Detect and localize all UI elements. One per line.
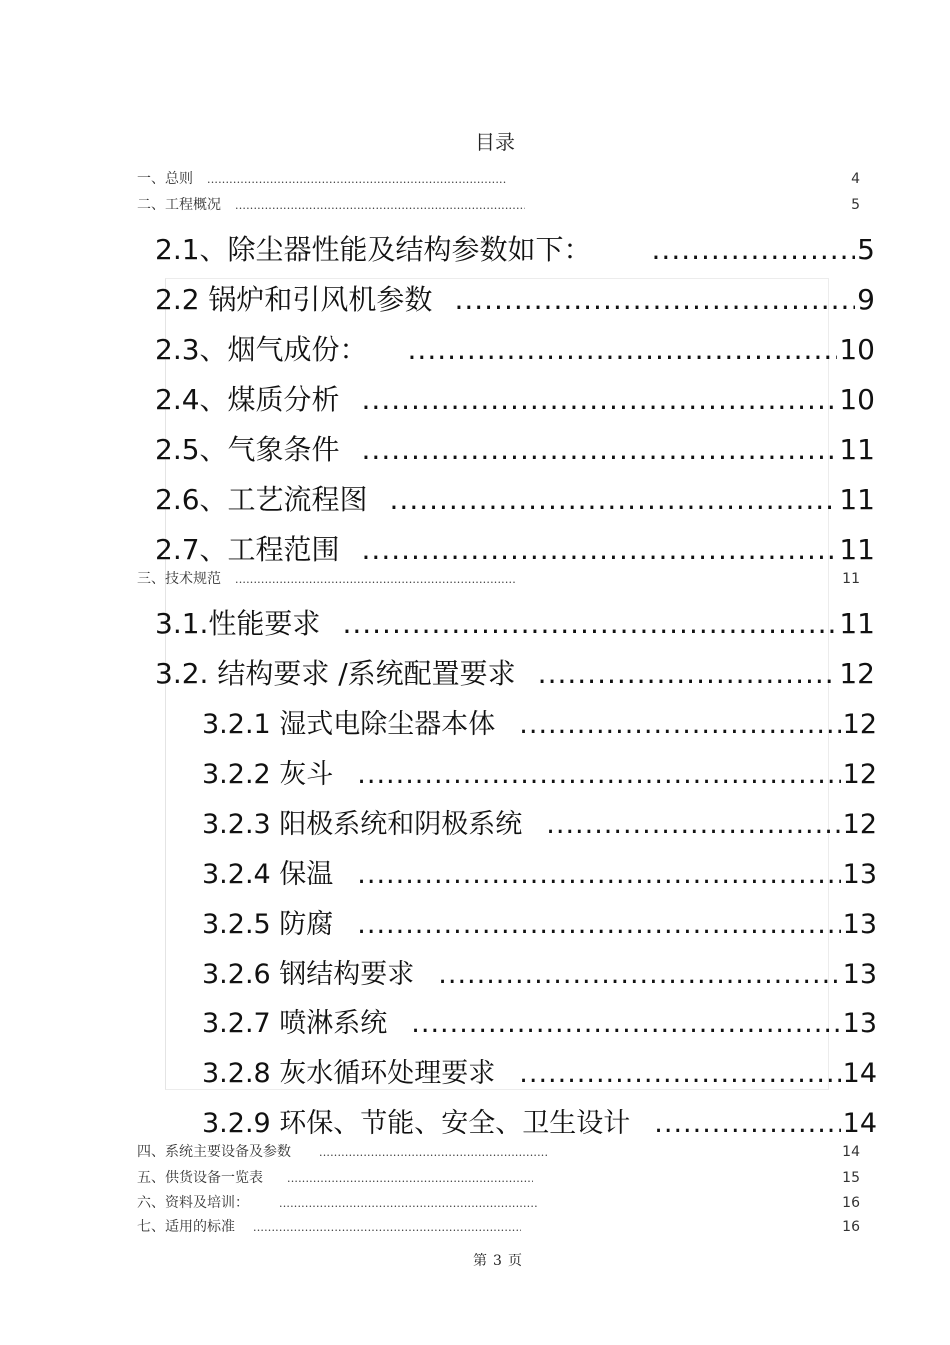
dot-leader [342,607,837,640]
toc-entry[interactable] [155,278,875,318]
toc-entry[interactable] [137,168,860,188]
dot-leader [253,1221,521,1234]
toc-entry-label: 2.4、煤质分析 [155,383,340,416]
toc-entry[interactable] [137,1167,860,1187]
toc-entry-page: 5 [851,197,860,213]
toc-entry-page: 16 [842,1195,860,1211]
dot-leader [411,1008,840,1039]
toc-entry-label: 2.5、气象条件 [155,433,340,466]
toc-entry-label: 3.2. 结构要求 /系统配置要求 [155,657,516,690]
toc-entry[interactable] [137,1192,860,1212]
toc-title: 目录 [475,130,515,154]
toc-entry[interactable] [155,228,875,268]
toc-entry-page: 5 [857,233,875,266]
toc-entry-page: 14 [842,1058,877,1089]
toc-entry-page: 12 [839,657,875,690]
toc-entry-page: 16 [842,1219,860,1235]
dot-leader [519,1058,840,1089]
toc-entry-label: 3.2.9 环保、节能、安全、卫生设计 [202,1108,631,1139]
dot-leader [538,657,838,690]
toc-entry[interactable] [137,1216,860,1236]
dot-leader [362,533,838,566]
toc-entry-label: 3.1.性能要求 [155,607,321,640]
toc-entry[interactable] [155,652,875,692]
toc-entry-label: 3.2.1 湿式电除尘器本体 [202,709,496,740]
toc-entry[interactable] [137,568,860,588]
toc-entry-label: 六、资料及培训： [137,1195,249,1211]
dot-leader [519,709,840,740]
toc-entry-label: 2.7、工程范围 [155,533,340,566]
toc-entry-page: 11 [842,571,860,587]
dot-leader [235,199,525,212]
toc-entry-label: 五、供货设备一览表 [137,1170,263,1186]
toc-entry[interactable] [202,902,877,941]
footer-prefix: 第 [473,1253,488,1269]
dot-leader [357,909,840,940]
toc-entry-page: 10 [839,383,875,416]
toc-entry-label: 3.2.3 阳极系统和阴极系统 [202,809,523,840]
toc-entry-label: 一、总则 [137,171,193,187]
toc-entry-label: 3.2.5 防腐 [202,909,334,940]
toc-entry-page: 9 [857,283,875,316]
toc-entry[interactable] [202,702,877,741]
toc-entry-page: 11 [839,533,875,566]
dot-leader [654,1108,840,1139]
dot-leader [408,333,838,366]
toc-entry-page: 13 [842,1008,877,1039]
toc-entry-label: 四、系统主要设备及参数 [137,1144,291,1160]
dot-leader [207,173,507,186]
toc-entry[interactable] [202,802,877,841]
toc-entry[interactable] [202,752,877,791]
toc-entry-label: 三、技术规范 [137,571,221,587]
toc-entry[interactable] [202,952,877,991]
page-footer [0,1250,950,1270]
dot-leader [279,1197,537,1210]
toc-entry[interactable] [155,478,875,518]
toc-entry-page: 12 [842,759,877,790]
dot-leader [362,383,838,416]
toc-entry[interactable] [202,1101,877,1140]
toc-entry-page: 4 [851,171,860,187]
toc-entry[interactable] [155,528,875,568]
toc-entry-label: 2.3、烟气成份： [155,333,368,366]
dot-leader [287,1172,533,1185]
toc-entry-page: 11 [839,607,875,640]
toc-entry[interactable] [155,428,875,468]
footer-suffix: 页 [507,1253,522,1269]
toc-entry-label: 七、适用的标准 [137,1219,235,1235]
dot-leader [357,759,840,790]
dot-leader [652,233,856,266]
dot-leader [438,959,840,990]
toc-entry[interactable] [202,852,877,891]
toc-entry-label: 3.2.6 钢结构要求 [202,959,415,990]
toc-entry[interactable] [137,194,860,214]
toc-entry-page: 11 [839,433,875,466]
toc-entry[interactable] [155,378,875,418]
toc-entry-page: 14 [842,1108,877,1139]
toc-entry[interactable] [202,1001,877,1040]
toc-entry-label: 2.1、除尘器性能及结构参数如下： [155,233,592,266]
toc-entry-page: 13 [842,859,877,890]
toc-entry-label: 2.2 锅炉和引风机参数 [155,283,433,316]
toc-entry[interactable] [155,328,875,368]
toc-entry-page: 12 [842,709,877,740]
toc-entry[interactable] [202,1051,877,1090]
dot-leader [319,1146,547,1159]
toc-entry-label: 2.6、工艺流程图 [155,483,368,516]
toc-entry-page: 12 [842,809,877,840]
toc-entry[interactable] [137,1141,860,1161]
toc-entry-label: 3.2.7 喷淋系统 [202,1008,388,1039]
dot-leader [357,859,840,890]
dot-leader [362,433,838,466]
dot-leader [235,573,515,586]
dot-leader [390,483,838,516]
toc-entry-page: 11 [839,483,875,516]
toc-entry-label: 3.2.8 灰水循环处理要求 [202,1058,496,1089]
toc-entry-page: 13 [842,959,877,990]
toc-entry-page: 14 [842,1144,860,1160]
toc-entry-label: 二、工程概况 [137,197,221,213]
footer-page-number: 3 [493,1253,502,1269]
toc-entry-page: 13 [842,909,877,940]
toc-entry-page: 10 [839,333,875,366]
toc-entry[interactable] [155,602,875,642]
toc-entry-label: 3.2.2 灰斗 [202,759,334,790]
toc-entry-page: 15 [842,1170,860,1186]
dot-leader [546,809,840,840]
dot-leader [454,283,855,316]
toc-entry-label: 3.2.4 保温 [202,859,334,890]
